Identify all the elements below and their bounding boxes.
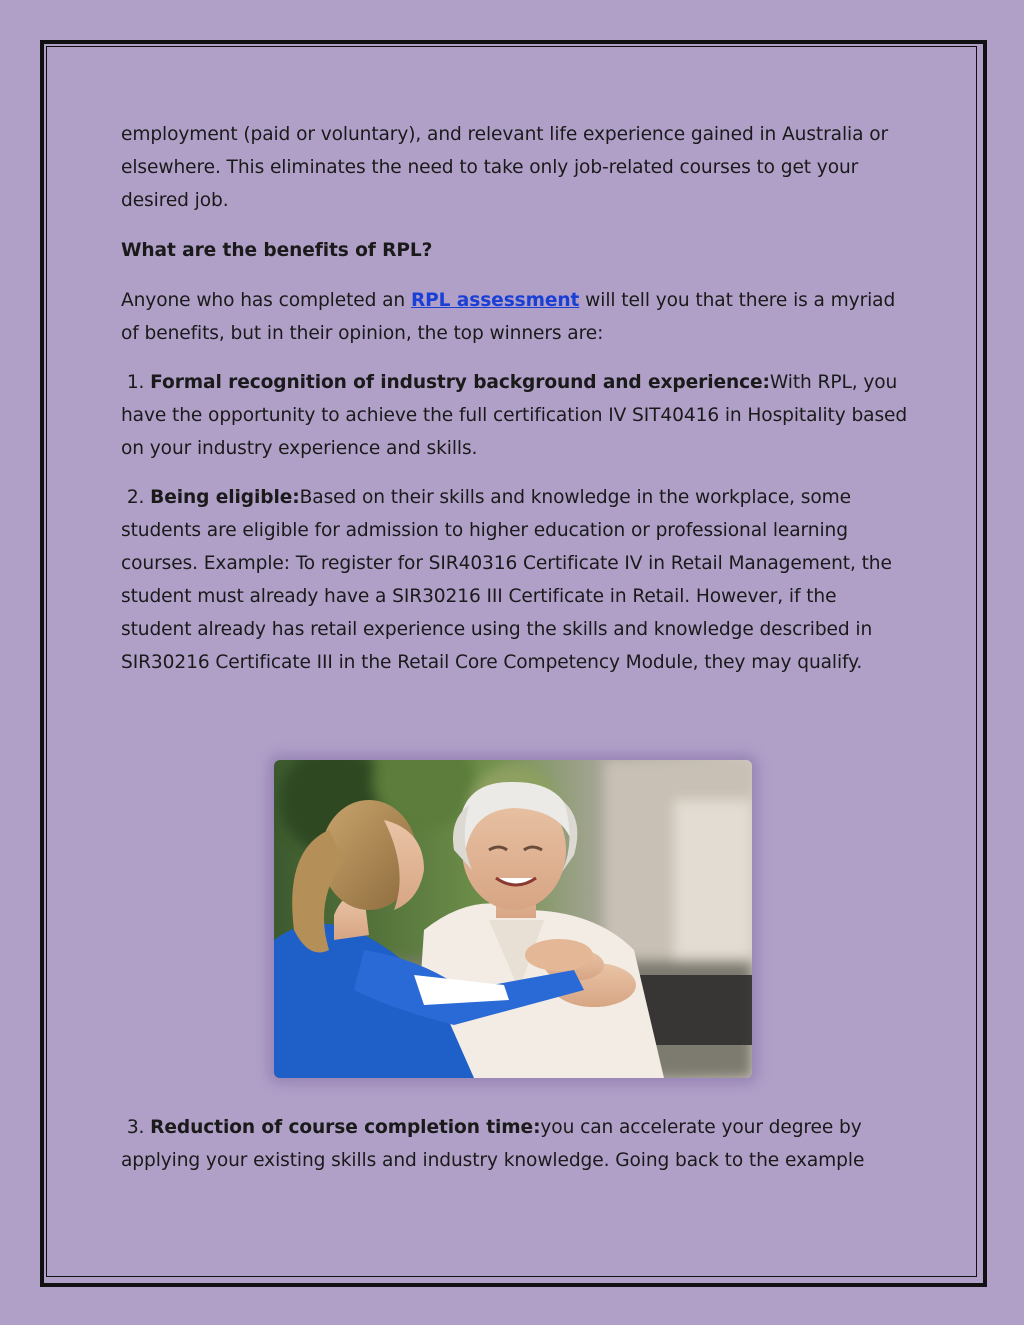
item-text: you can accelerate your degree by applying your existing skills and industry knowledge. Going back to the example [121,1117,865,1171]
intro-paragraph: employment (paid or voluntary), and relevant life experience gained in Australia or elsewhere. This eliminates the need to take only job-related courses to get your desired job. [121,124,889,211]
item-number: 2. [126,487,151,508]
item-title: Reduction of course completion time: [150,1117,541,1138]
benefits-paragraph [121,284,911,350]
benefits-text-after: will tell you that there is a myriad of benefits, but in their opinion, the top winners are: [121,290,896,344]
item-title: Being eligible: [150,487,300,508]
benefits-text-before: Anyone who has completed an [121,290,411,311]
rpl-assessment-link[interactable]: RPL assessment [410,290,580,311]
document-body-continued [121,1111,911,1193]
list-item [121,1111,911,1177]
document-body [121,118,911,695]
list-item [121,481,911,679]
item-text: Based on their skills and knowledge in the workplace, some students are eligible for admission to higher education or professional learning courses. Example: To register for SIR40316 Certificate IV in Retail Management, the student must already have a SIR30216 III Certificate in Retail. However, if the student already has retail experience using the skills and knowledge described in SIR30216 Certificate III in the Retail Core Competency Module, they may qualify. [121,487,892,673]
item-number: 1. [126,372,151,393]
caregiver-photo [274,760,752,1078]
photo-illustration [274,760,752,1078]
item-title: Formal recognition of industry background and experience: [150,372,770,393]
item-text: With RPL, you have the opportunity to achieve the full certification IV SIT40416 in Hospitality based on your industry experience and skills. [121,372,908,459]
section-heading: What are the benefits of RPL? [121,240,433,261]
list-item [121,366,911,465]
item-number: 3. [126,1117,151,1138]
